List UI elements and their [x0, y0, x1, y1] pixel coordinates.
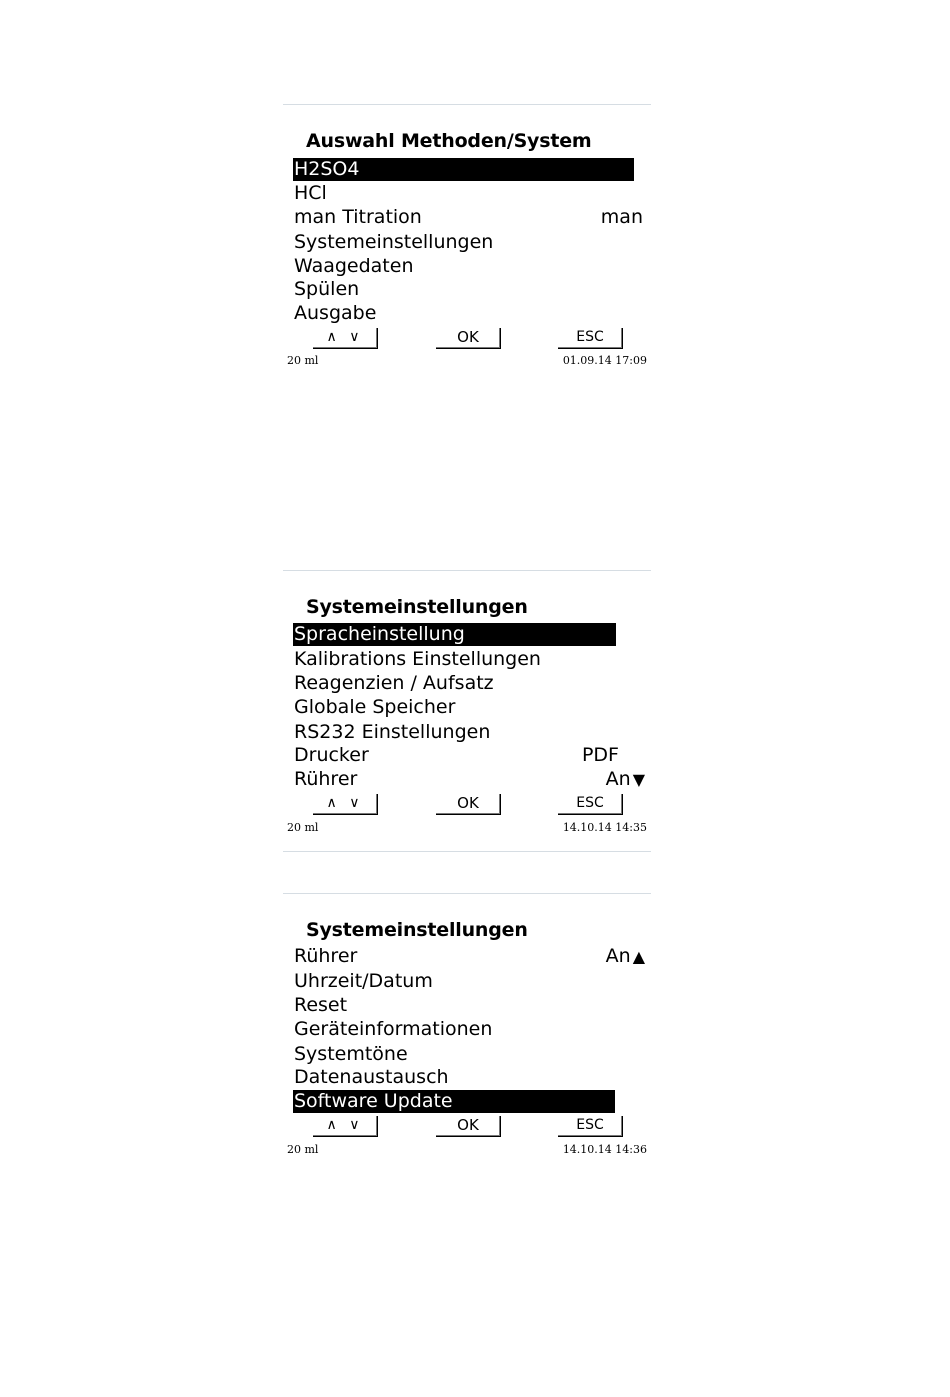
- menu-item-reagenzien-aufsatz[interactable]: [293, 672, 494, 695]
- esc-button[interactable]: ESC: [558, 328, 623, 349]
- screen-method-selection: [283, 104, 651, 374]
- menu-item-label: man Titration: [294, 206, 422, 228]
- menu-item-reset[interactable]: [293, 994, 347, 1017]
- datetime-status: 01.09.14 17:09: [562, 354, 647, 367]
- menu-item-globale-speicher[interactable]: [293, 696, 455, 719]
- screen-system-settings-page1: [283, 570, 651, 854]
- menu-item-value-with-scroll: [606, 945, 645, 968]
- menu-item-ruehrer[interactable]: [293, 768, 357, 791]
- menu-item-value: An: [605, 768, 631, 790]
- menu-item-label: Systemeinstellungen: [294, 231, 494, 253]
- menu-item-rs232-einstellungen[interactable]: [293, 721, 490, 744]
- menu-item-systemtoene[interactable]: [293, 1043, 408, 1066]
- menu-item-geraeteinformationen[interactable]: [293, 1018, 492, 1041]
- menu-item-software-update[interactable]: [293, 1090, 615, 1113]
- menu-item-uhrzeit-datum[interactable]: [293, 970, 433, 993]
- menu-item-label: Datenaustausch: [294, 1066, 449, 1088]
- menu-item-kalibrations-einstellungen[interactable]: [293, 648, 541, 671]
- scroll-up-icon[interactable]: ▲: [632, 947, 645, 966]
- menu-item-value-with-scroll: [606, 768, 645, 791]
- menu-item-label: Rührer: [294, 945, 358, 967]
- menu-item-label: Spracheinstellung: [294, 623, 465, 645]
- menu-item-datenaustausch[interactable]: [293, 1066, 449, 1089]
- menu-item-label: Rührer: [294, 768, 358, 790]
- menu-item-label: Waagedaten: [294, 255, 414, 277]
- menu-item-label: Reagenzien / Aufsatz: [294, 672, 494, 694]
- menu-item-label: Ausgabe: [294, 302, 377, 324]
- volume-status: 20 ml: [287, 1143, 319, 1156]
- esc-button[interactable]: ESC: [558, 1116, 623, 1137]
- menu-item-value: man: [600, 206, 643, 228]
- menu-item-label: Kalibrations Einstellungen: [294, 648, 541, 670]
- top-divider: [283, 104, 651, 105]
- menu-item-label: Spülen: [294, 278, 360, 300]
- menu-item-label: Reset: [294, 994, 348, 1016]
- menu-item-drucker[interactable]: [293, 744, 369, 767]
- menu-item-man-titration[interactable]: [293, 206, 422, 229]
- menu-item-label: Uhrzeit/Datum: [294, 970, 433, 992]
- menu-item-waagedaten[interactable]: [293, 255, 414, 278]
- esc-button[interactable]: ESC: [558, 794, 623, 815]
- scroll-down-icon[interactable]: ▼: [632, 770, 645, 789]
- volume-status: 20 ml: [287, 354, 319, 367]
- menu-item-label: H2SO4: [294, 158, 360, 180]
- datetime-status: 14.10.14 14:36: [562, 1143, 647, 1156]
- up-down-button[interactable]: ∧ ∨: [313, 328, 378, 349]
- menu-item-label: HCl: [294, 182, 327, 204]
- ok-button[interactable]: OK: [436, 1116, 501, 1137]
- datetime-status: 14.10.14 14:35: [562, 821, 647, 834]
- menu-item-systemeinstellungen[interactable]: [293, 231, 493, 254]
- ok-button[interactable]: OK: [436, 328, 501, 349]
- menu-item-label: Globale Speicher: [294, 696, 456, 718]
- menu-item-spracheinstellung[interactable]: [293, 623, 616, 646]
- volume-status: 20 ml: [287, 821, 319, 834]
- menu-item-value: An: [605, 945, 631, 967]
- menu-item-value: PDF: [581, 744, 619, 766]
- up-down-button[interactable]: ∧ ∨: [313, 1116, 378, 1137]
- screen-title: Auswahl Methoden/System: [306, 130, 592, 152]
- screen-title: Systemeinstellungen: [306, 919, 528, 941]
- menu-item-ruehrer[interactable]: [293, 945, 357, 968]
- screen-title: Systemeinstellungen: [306, 596, 528, 618]
- menu-item-label: Drucker: [294, 744, 369, 766]
- top-divider: [283, 893, 651, 894]
- top-divider: [283, 570, 651, 571]
- menu-item-label: RS232 Einstellungen: [294, 721, 491, 743]
- ok-button[interactable]: OK: [436, 794, 501, 815]
- menu-item-label: Systemtöne: [294, 1043, 408, 1065]
- menu-item-h2so4[interactable]: [293, 158, 634, 181]
- up-down-button[interactable]: ∧ ∨: [313, 794, 378, 815]
- menu-item-label: Software Update: [294, 1090, 453, 1112]
- bottom-divider: [283, 851, 651, 852]
- menu-item-label: Geräteinformationen: [294, 1018, 493, 1040]
- menu-item-hcl[interactable]: [293, 182, 327, 205]
- menu-item-ausgabe[interactable]: [293, 302, 376, 325]
- menu-item-spuelen[interactable]: [293, 278, 359, 301]
- screen-system-settings-page2: [283, 893, 651, 1163]
